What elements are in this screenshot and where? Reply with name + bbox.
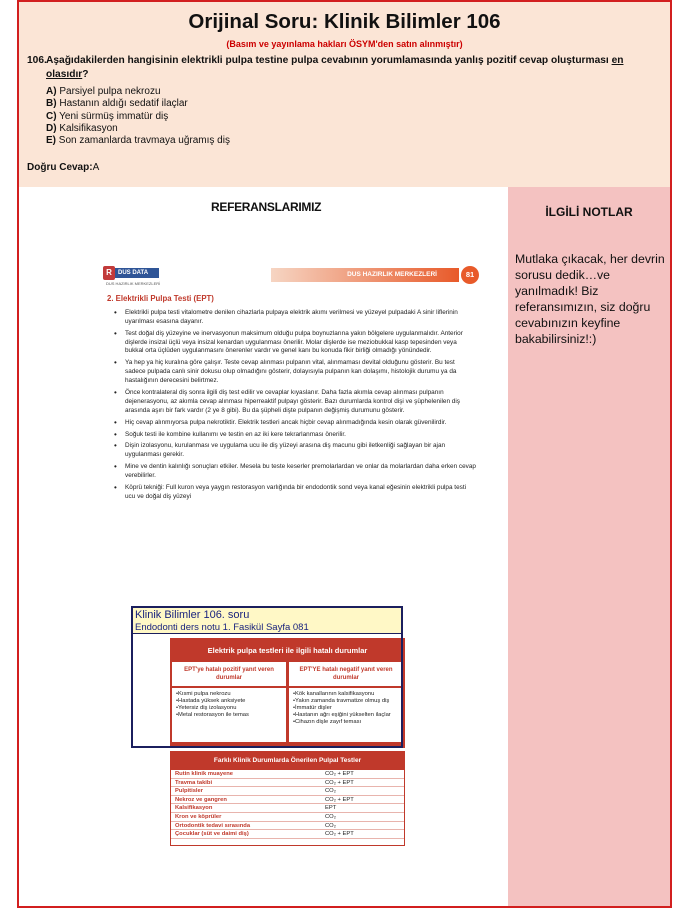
table-row: Nekroz ve gangren CO₂ + EPT	[171, 796, 404, 805]
pulpal-tests-table	[170, 751, 405, 846]
list-item: • Ya hep ya hiç kuralına göre çalışır. Teste cevap alınması pulpanın vital, alınmaması devital olduğunu gösterir. Bu test sadece pulpada canlı sinir dokusu olup olmadığını gösterir, dolayısıyla pulpanın kan dolaşımı, histolojik durumu ya da hastalığının derecesini belirtmez.	[109, 359, 477, 385]
table-row: Rutin klinik muayene CO₂ + EPT	[171, 770, 404, 779]
table-row: Travma takibi CO₂ + EPT	[171, 779, 404, 788]
page-title: Orijinal Soru: Klinik Bilimler 106	[188, 10, 501, 33]
reference-callout	[133, 608, 401, 634]
table-col-header: EPT'ye hatalı pozitif yanıt veren durumlar	[172, 662, 286, 686]
list-item: • Mine ve dentin kalınlığı sonuçları etkiler. Mesela bu teste keserler premolarlardan ve onlar da molarlardan daha erken cevap verebilirler.	[109, 463, 477, 481]
answer-options	[46, 86, 230, 147]
list-item: • Köprü tekniği: Full kuron veya yaygın restorasyon varlığında bir endodontik sond veya kanal eğesinin elektrikli pulpa testi ucu ve doğal diş yüzeyi	[109, 484, 477, 502]
references-heading: REFERANSLARIMIZ	[211, 200, 322, 214]
false-positive-list: • Kısmi pulpa nekrozu • Hastada yüksek anksiyete • Yetersiz diş izolasyonu • Metal restorasyon ile temas	[172, 688, 286, 742]
list-item: • Hiç cevap alınmıyorsa pulpa nekrotiktir. Elektrik testleri ancak hiçbir cevap alınmadığında kesin olarak güvenilirdir.	[109, 419, 477, 428]
option-c: C) Yeni sürmüş immatür diş	[46, 110, 169, 122]
reference-book-page	[101, 260, 486, 860]
table-row: Çocuklar (süt ve daimi diş) CO₂ + EPT	[171, 830, 404, 839]
question-mark: ?	[82, 69, 89, 80]
callout-question-ref: Klinik Bilimler 106. soru	[135, 609, 250, 621]
question-text: Aşağıdakilerden hangisinin elektrikli pulpa testine pulpa cevabının yorumlamasında yanlış pozitif cevap oluşturması	[46, 55, 609, 66]
ept-bullet-list	[109, 309, 477, 505]
correct-answer-value: A	[92, 162, 100, 173]
table-row: Kron ve köprüler CO₂	[171, 813, 404, 822]
correct-answer	[27, 162, 99, 173]
reference-highlight-box	[131, 606, 403, 748]
list-item: • Önce kontralateral diş sonra ilgili diş test edilir ve cevaplar kıyaslanır. Daha fazla akımla cevap alınması pulpanın dejenerasyonu, az akımla cevap alınması hiperreaktif pulpayı gösterir. Bazı durumlarda kontrol dişi ve şüphelenilen diş arasında aşırı bir fark vardır (2 ye 8 gibi). Bu da şüpheli dişte pulpanın değişmiş durumunu gösterir.	[109, 389, 477, 415]
table-title: Elektrik pulpa testleri ile ilgili hatalı durumlar	[207, 646, 368, 655]
table-title: Farklı Klinik Durumlarda Önerilen Pulpal Testler	[171, 752, 404, 770]
page-header-band: DUS HAZIRLIK MERKEZLERİ	[271, 268, 459, 282]
question-number: 106.	[27, 55, 47, 66]
list-item: • Elektrikli pulpa testi vitalometre denilen cihazlarla pulpaya elektrik akımı verilmesi ve yüzeyel pulpadaki A sinir liflerinin uyarılması esasına dayanır.	[109, 309, 477, 327]
false-negative-list: • Kök kanallarının kalsifikasyonu • Yakın zamanda travmatize olmuş diş • İmmatür dişler • Hastanın ağrı eşiğini yükselten ilaçlar • Cihazın dişle zayıf teması	[289, 688, 403, 742]
callout-source-ref: Endodonti ders notu 1. Fasikül Sayfa 081	[135, 622, 309, 633]
table-col-header: EPT'YE hatalı negatif yanıt veren durumlar	[289, 662, 403, 686]
question-emphasis-b: olasıdır	[46, 69, 83, 80]
copyright-notice: (Basım ve yayınlama hakları ÖSYM'den satın alınmıştır)	[226, 39, 463, 49]
table-row: Pulpitisler CO₂	[171, 787, 404, 796]
question-emphasis-a: en	[611, 55, 624, 66]
section-title: 2. Elektrikli Pulpa Testi (EPT)	[107, 294, 214, 303]
option-d: D) Kalsifikasyon	[46, 122, 118, 134]
question-stem	[27, 54, 637, 82]
option-b: B) Hastanın aldığı sedatif ilaçlar	[46, 98, 188, 110]
option-a: A) Parsiyel pulpa nekrozu	[46, 86, 161, 97]
related-notes-panel	[508, 187, 670, 906]
table-row: Ortodontik tedavi sırasında CO₂	[171, 822, 404, 831]
list-item: • Dişin izolasyonu, kurulanması ve uygulama ucu ile diş yüzeyi arasına diş macunu gibi iletkenliği sağlayan bir ajan uygulanması gerekir.	[109, 442, 477, 460]
page-number: 81	[461, 266, 479, 284]
publisher-logo: R DUS DATA DUS HAZIRLIK MERKEZLERİ	[103, 266, 161, 284]
list-item: • Soğuk testi ile kombine kullanımı ve testin en az iki kere tekrarlanması önerilir.	[109, 431, 477, 440]
notes-text: Mutlaka çıkacak, her devrin sorusu dedik…ve yanılmadık! Biz referansımızın, siz doğru cevabınızın keyfine bakabilirsiniz!:)	[515, 252, 665, 346]
document-frame	[17, 0, 672, 908]
option-e: E) Son zamanlarda travmaya uğramış diş	[46, 135, 230, 147]
question-section	[19, 2, 670, 187]
notes-heading: İLGİLİ NOTLAR	[545, 205, 633, 219]
table-row: Kalsifikasyon EPT	[171, 804, 404, 813]
correct-answer-label: Doğru Cevap:	[27, 162, 93, 173]
list-item: • Test doğal diş yüzeyine ve inervasyonun maksimum olduğu pulpa boynuzlarına yakın bölgelere uygulanmalıdır. Anterior dişlerde insizal üçlü veya insizal kenardan uygulanması önerilir. Molar dişlerde ise meziobukkal kasp tepesinden veya bukkal orta üçlüden uygulanmasını önerenler vardır ve genel kanı bu konuda fikir birliği olmadığı yönündedir.	[109, 330, 477, 356]
